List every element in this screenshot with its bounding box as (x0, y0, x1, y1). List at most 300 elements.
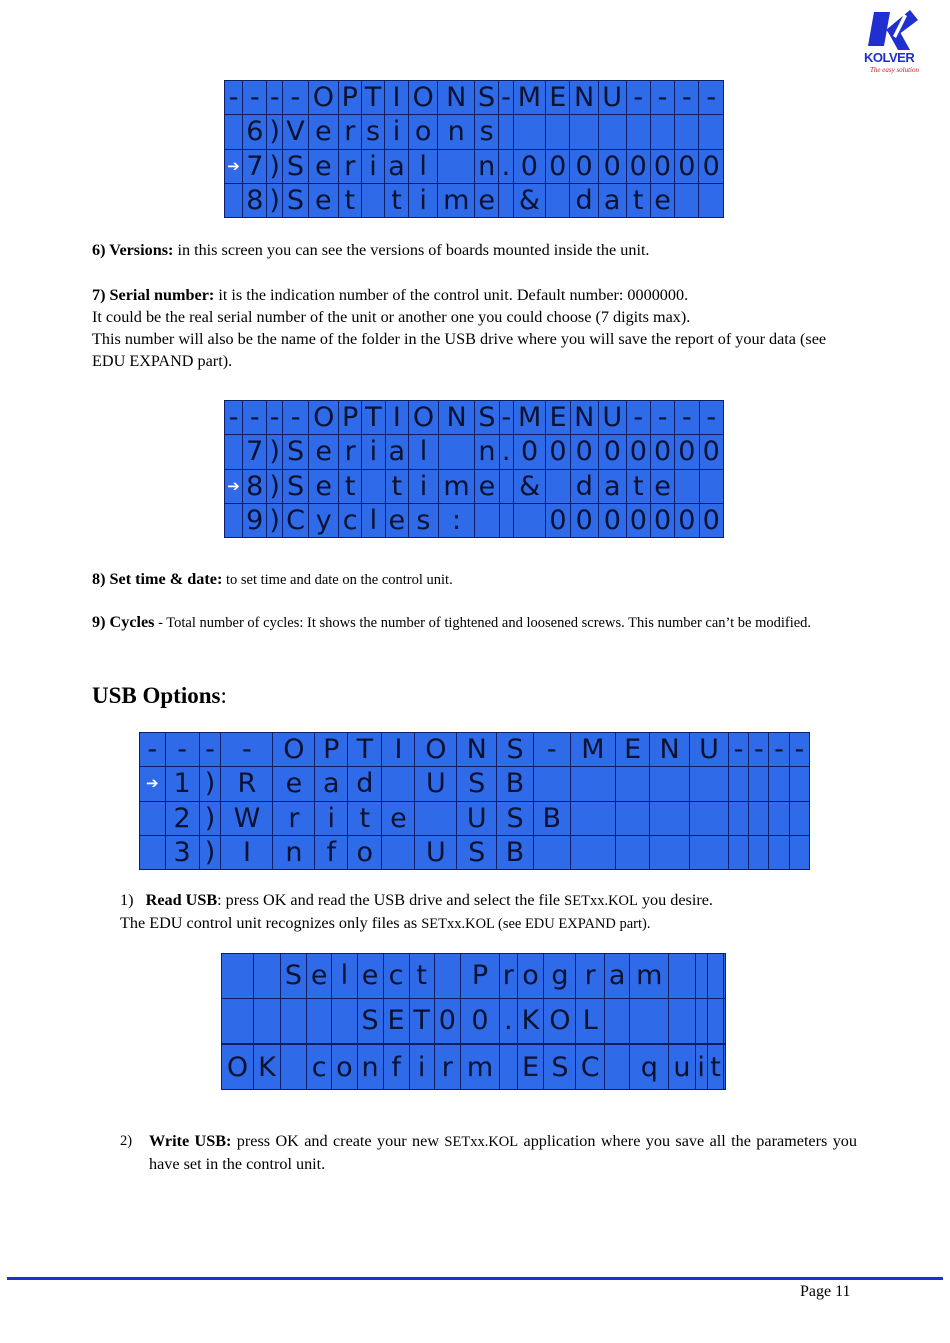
lcd-row (222, 954, 726, 999)
lcd-cell: E (546, 401, 570, 435)
lcd-cell: 0 (675, 435, 699, 469)
lcd-cell: 0 (650, 149, 674, 183)
lcd-cell: - (282, 81, 308, 115)
lcd-cell (616, 801, 650, 835)
lcd-cell: ) (267, 115, 282, 149)
lcd-cell (499, 183, 513, 217)
lcd-cell: - (675, 81, 699, 115)
versions-text: in this screen you can see the versions of boards mounted inside the unit. (173, 241, 650, 259)
lcd-cell: T (361, 81, 384, 115)
lcd-cell (361, 183, 384, 217)
lcd-cell (769, 835, 789, 869)
lcd-cell (669, 954, 695, 999)
lcd-cell: e (385, 503, 409, 537)
lcd-row (225, 435, 724, 469)
lcd-cell: O (222, 1045, 254, 1090)
lcd-cell: S (280, 954, 306, 999)
lcd-cell: o (408, 115, 438, 149)
lcd-cell: 0 (546, 149, 570, 183)
lcd-cell: e (650, 469, 674, 503)
lcd-cell: n (273, 835, 315, 869)
lcd-cell: E (546, 81, 570, 115)
lcd-cell (570, 115, 598, 149)
lcd-cell (789, 767, 809, 801)
lcd-cell: - (749, 733, 769, 767)
lcd-cell: a (385, 435, 409, 469)
selector-arrow-icon: ➔ (225, 149, 243, 183)
lcd-cell (675, 115, 699, 149)
lcd-cell: a (598, 469, 626, 503)
lcd-cell: o (332, 1045, 357, 1090)
brand-tagline: The easy solution (870, 66, 919, 74)
lcd-cell (140, 801, 166, 835)
lcd-cell: - (225, 81, 243, 115)
lcd-cell: T (362, 401, 385, 435)
lcd-cell (699, 469, 724, 503)
lcd-cell: i (695, 1045, 707, 1090)
lcd-cell: W (221, 801, 273, 835)
lcd-cell: I (385, 81, 408, 115)
lcd-cell: . (499, 435, 513, 469)
lcd-cell: y (309, 503, 339, 537)
lcd-cell: f (383, 1045, 409, 1090)
lcd-cell: C (282, 503, 309, 537)
serial-line-2: It could be the real serial number of the unit or another one you could choose (7 digits max). (92, 308, 691, 326)
lcd-cell: ) (267, 149, 282, 183)
lcd-cell (695, 998, 707, 1043)
lcd-cell (438, 149, 475, 183)
lcd-cell: ) (199, 801, 221, 835)
lcd-cell: S (282, 469, 309, 503)
lcd-cell: 0 (699, 503, 724, 537)
lcd-cell: t (409, 954, 434, 999)
lcd-cell: ) (267, 469, 282, 503)
lcd-cell: 0 (598, 503, 626, 537)
serial-text: it is the indication number of the control unit. Default number: 0000000. (214, 286, 689, 304)
lcd-cell: - (243, 401, 267, 435)
lcd-cell: f (315, 835, 348, 869)
lcd-cell: 1 (165, 767, 199, 801)
lcd-cell: U (457, 801, 497, 835)
lcd-cell: P (315, 733, 348, 767)
lcd-cell: t (626, 183, 650, 217)
lcd-cell: s (409, 503, 439, 537)
read-text-2: you desire. (637, 891, 713, 909)
usb-heading-colon: : (220, 683, 227, 708)
lcd-cell: S (282, 435, 309, 469)
lcd-cell: n (357, 1045, 383, 1090)
lcd-cell: e (273, 767, 315, 801)
lcd-cell (626, 115, 650, 149)
lcd-cell: 0 (650, 503, 674, 537)
lcd-cell: B (497, 767, 534, 801)
lcd-cell: L (576, 998, 605, 1043)
lcd-cell (546, 469, 570, 503)
lcd-cell (225, 435, 243, 469)
lcd-cell (675, 183, 699, 217)
lcd-cell: U (598, 401, 626, 435)
lcd-select-program-screen (221, 953, 726, 1090)
lcd-cell: a (315, 767, 348, 801)
lcd-cell: e (308, 115, 338, 149)
lcd-cell (570, 767, 616, 801)
lcd-cell: a (598, 183, 626, 217)
serial-label: 7) Serial number: (92, 286, 215, 304)
lcd-cell (729, 767, 749, 801)
lcd-cell: e (309, 435, 339, 469)
lcd-cell: S (475, 401, 499, 435)
lcd-cell: t (339, 469, 362, 503)
lcd-row (222, 998, 726, 1043)
lcd-cell (434, 954, 460, 999)
lcd-cell: 0 (675, 503, 699, 537)
lcd-cell: 2 (165, 801, 199, 835)
lcd-cell: O (409, 401, 439, 435)
lcd-cell: 0 (626, 149, 650, 183)
lcd-cell: r (273, 801, 315, 835)
lcd-cell (438, 435, 474, 469)
lcd-cell (513, 115, 545, 149)
lcd-cell: i (315, 801, 348, 835)
lcd-cell: E (616, 733, 650, 767)
lcd-cell: e (306, 954, 331, 999)
lcd-cell: P (460, 954, 499, 999)
lcd-cell: e (475, 469, 499, 503)
lcd-cell: O (408, 81, 438, 115)
selector-arrow-icon: ➔ (140, 767, 166, 801)
lcd-cell (280, 998, 306, 1043)
lcd-cell (499, 469, 513, 503)
lcd-cell: E (517, 1045, 544, 1090)
read-label: Read USB (145, 891, 218, 909)
lcd-cell (769, 801, 789, 835)
lcd-cell: S (282, 149, 308, 183)
lcd-cell (729, 801, 749, 835)
lcd-row (140, 801, 810, 835)
lcd-cell (749, 767, 769, 801)
lcd-cell: 0 (546, 503, 570, 537)
lcd-cell (669, 998, 695, 1043)
lcd-cell (382, 767, 415, 801)
lcd-cell: T (348, 733, 382, 767)
lcd-cell (306, 998, 331, 1043)
lcd-cell (546, 115, 570, 149)
lcd-cell: N (438, 401, 474, 435)
write-text-2: application where you save all the parameters you have set in the control unit. (149, 1132, 857, 1173)
lcd-cell: ) (199, 835, 221, 869)
lcd-cell: 7 (243, 435, 267, 469)
lcd-cell: i (409, 1045, 434, 1090)
lcd-cell: - (699, 401, 724, 435)
lcd-cell: a (604, 954, 629, 999)
lcd-cell: E (383, 998, 409, 1043)
lcd-cell: : (438, 503, 474, 537)
lcd-cell (499, 503, 513, 537)
read-file-1: SETxx.KOL (564, 893, 638, 909)
lcd-cell: t (707, 1045, 724, 1090)
lcd-cell: . (500, 998, 517, 1043)
lcd-cell: - (225, 401, 243, 435)
page-number: Page 11 (800, 1283, 851, 1300)
lcd-cell (382, 835, 415, 869)
lcd-cell: e (309, 469, 339, 503)
lcd-cell (699, 115, 724, 149)
write-label: Write USB: (149, 1132, 232, 1150)
lcd-cell: m (438, 183, 475, 217)
lcd-cell: e (308, 183, 338, 217)
serial-line-3: This number will also be the name of the folder in the USB drive where you will save the report of your data (see EDU EXPAND part). (92, 330, 827, 370)
lcd-cell: u (669, 1045, 695, 1090)
lcd-cell: - (729, 733, 749, 767)
lcd-cell: I (385, 401, 409, 435)
lcd-cell: 0 (570, 435, 598, 469)
lcd-cell: C (576, 1045, 605, 1090)
lcd-cell: a (385, 149, 408, 183)
time-text: to set time and date on the control unit. (222, 572, 453, 588)
lcd-cell: - (267, 81, 282, 115)
lcd-cell (650, 767, 690, 801)
lcd-cell (475, 503, 499, 537)
lcd-cell: P (339, 401, 362, 435)
lcd-cell: e (475, 183, 499, 217)
para-write-usb (120, 1130, 857, 1175)
lcd-cell: t (348, 801, 382, 835)
read-line-2a: The EDU control unit recognizes only files as (120, 914, 422, 932)
lcd-cell (362, 469, 385, 503)
lcd-cell: S (282, 183, 308, 217)
lcd-cell: - (626, 401, 650, 435)
lcd-cell (789, 835, 809, 869)
lcd-cell: r (576, 954, 605, 999)
lcd-cell: - (699, 81, 724, 115)
lcd-cell: - (267, 401, 282, 435)
lcd-cell: 0 (570, 503, 598, 537)
lcd-cell (604, 998, 629, 1043)
lcd-cell: 0 (546, 435, 570, 469)
lcd-cell: d (348, 767, 382, 801)
lcd-cell: - (533, 733, 570, 767)
lcd-cell: O (415, 733, 457, 767)
lcd-cell (650, 115, 674, 149)
lcd-row (225, 183, 724, 217)
lcd-cell: i (408, 183, 438, 217)
lcd-cell (225, 503, 243, 537)
lcd-cell: l (408, 149, 438, 183)
lcd-cell: S (457, 835, 497, 869)
lcd-cell: N (570, 401, 598, 435)
lcd-cell: r (434, 1045, 460, 1090)
lcd-cell: n (438, 115, 475, 149)
lcd-cell: i (361, 149, 384, 183)
lcd-cell: I (221, 835, 273, 869)
lcd-cell: O (308, 81, 338, 115)
lcd-cell: - (650, 401, 674, 435)
lcd-cell: l (409, 435, 439, 469)
lcd-cell (332, 998, 357, 1043)
lcd-cell (690, 835, 729, 869)
lcd-cell: O (544, 998, 576, 1043)
lcd-cell: M (513, 401, 545, 435)
lcd-cell: c (306, 1045, 331, 1090)
lcd-cell (222, 998, 254, 1043)
lcd-cell (604, 1045, 629, 1090)
lcd-cell: 0 (699, 149, 724, 183)
lcd-cell (598, 115, 626, 149)
lcd-row (140, 733, 810, 767)
lcd-cell: s (361, 115, 384, 149)
lcd-cell: - (650, 81, 674, 115)
lcd-cell (699, 183, 724, 217)
lcd-cell: 0 (460, 998, 499, 1043)
lcd-cell: i (385, 115, 408, 149)
lcd-cell: B (533, 801, 570, 835)
lcd-cell: e (382, 801, 415, 835)
lcd-cell (280, 1045, 306, 1090)
lcd-cell: - (626, 81, 650, 115)
lcd-cell (513, 503, 545, 537)
versions-label: 6) Versions: (92, 241, 174, 259)
lcd-cell: t (385, 469, 409, 503)
lcd-cell: d (570, 183, 598, 217)
lcd-cell: e (308, 149, 338, 183)
lcd-cell: m (460, 1045, 499, 1090)
lcd-cell: ) (199, 767, 221, 801)
lcd-cell: 0 (626, 435, 650, 469)
lcd-cell: n (475, 149, 499, 183)
read-num: 1) (120, 891, 134, 909)
lcd-cell: 0 (598, 149, 626, 183)
lcd-cell: 9 (243, 503, 267, 537)
lcd-cell (616, 767, 650, 801)
lcd-cell (616, 835, 650, 869)
lcd-cell (225, 115, 243, 149)
lcd-cell: 0 (626, 503, 650, 537)
time-label: 8) Set time & date: (92, 570, 223, 588)
lcd-cell: l (332, 954, 357, 999)
read-line-2b: (see EDU EXPAND part). (494, 916, 651, 932)
lcd-cell (724, 1045, 726, 1090)
para-set-time-date (92, 568, 857, 591)
read-text-1: : press OK and read the USB drive and select the file (217, 891, 565, 909)
lcd-cell: t (385, 183, 408, 217)
lcd-cell: U (690, 733, 729, 767)
lcd-cell: 8 (243, 183, 267, 217)
lcd-cell: c (383, 954, 409, 999)
selector-arrow-icon: ➔ (225, 469, 243, 503)
lcd-cell: O (309, 401, 339, 435)
lcd-cell: & (513, 469, 545, 503)
lcd-cell: N (570, 81, 598, 115)
lcd-cell: - (140, 733, 166, 767)
lcd-cell: - (499, 81, 513, 115)
usb-heading-title: USB Options (92, 683, 221, 708)
write-text-1: press OK and create your new (231, 1132, 445, 1150)
lcd-cell (570, 835, 616, 869)
lcd-cell: - (243, 81, 267, 115)
lcd-cell: R (221, 767, 273, 801)
lcd-cell (500, 1045, 517, 1090)
lcd-cell: m (630, 954, 669, 999)
cycles-label: 9) Cycles (92, 613, 155, 631)
lcd-cell: N (438, 81, 475, 115)
lcd-cell: . (499, 149, 513, 183)
lcd-usb-options-menu (139, 732, 810, 870)
lcd-cell (690, 767, 729, 801)
lcd-cell: S (497, 733, 534, 767)
lcd-cell: B (497, 835, 534, 869)
lcd-cell (630, 998, 669, 1043)
lcd-cell (707, 998, 724, 1043)
lcd-cell: S (475, 81, 499, 115)
lcd-cell: 0 (434, 998, 460, 1043)
lcd-cell: r (338, 115, 361, 149)
lcd-cell (690, 801, 729, 835)
lcd-row (225, 115, 724, 149)
lcd-cell: n (475, 435, 499, 469)
lcd-cell (749, 835, 769, 869)
lcd-cell: - (499, 401, 513, 435)
lcd-row (222, 1045, 726, 1090)
lcd-cell (533, 767, 570, 801)
lcd-row (140, 767, 810, 801)
lcd-cell: - (221, 733, 273, 767)
lcd-cell: r (500, 954, 517, 999)
lcd-cell (749, 801, 769, 835)
lcd-cell: & (513, 183, 545, 217)
lcd-cell (675, 469, 699, 503)
cycles-text: - Total number of cycles: It shows the number of tightened and loosened screws. This number can’t be modified. (154, 615, 812, 631)
lcd-cell: d (570, 469, 598, 503)
usb-options-heading (92, 683, 227, 709)
lcd-cell: U (415, 767, 457, 801)
footer-divider (7, 1277, 943, 1280)
lcd-row (140, 835, 810, 869)
lcd-cell: 8 (243, 469, 267, 503)
lcd-cell (729, 835, 749, 869)
lcd-cell (533, 835, 570, 869)
lcd-cell: - (769, 733, 789, 767)
lcd-cell: K (517, 998, 544, 1043)
brand-name: KOLVER (864, 50, 915, 65)
lcd-cell: g (544, 954, 576, 999)
lcd-cell (724, 954, 726, 999)
lcd-cell: - (199, 733, 221, 767)
lcd-cell: e (650, 183, 674, 217)
lcd-cell: - (675, 401, 699, 435)
lcd-cell: N (457, 733, 497, 767)
para-versions (92, 239, 857, 261)
para-read-usb (120, 889, 860, 935)
lcd-cell: 0 (675, 149, 699, 183)
lcd-row (225, 149, 724, 183)
lcd-cell: S (544, 1045, 576, 1090)
lcd-row (225, 401, 724, 435)
lcd-cell: 0 (570, 149, 598, 183)
lcd-cell: S (457, 767, 497, 801)
lcd-row (225, 81, 724, 115)
lcd-cell: t (338, 183, 361, 217)
lcd-cell: S (357, 998, 383, 1043)
lcd-cell (695, 954, 707, 999)
lcd-cell: r (339, 435, 362, 469)
lcd-cell: 0 (513, 149, 545, 183)
lcd-cell: 6 (243, 115, 267, 149)
lcd-row (225, 503, 724, 537)
lcd-cell: V (282, 115, 308, 149)
lcd-cell: l (362, 503, 385, 537)
lcd-cell: O (273, 733, 315, 767)
lcd-cell: 0 (650, 435, 674, 469)
